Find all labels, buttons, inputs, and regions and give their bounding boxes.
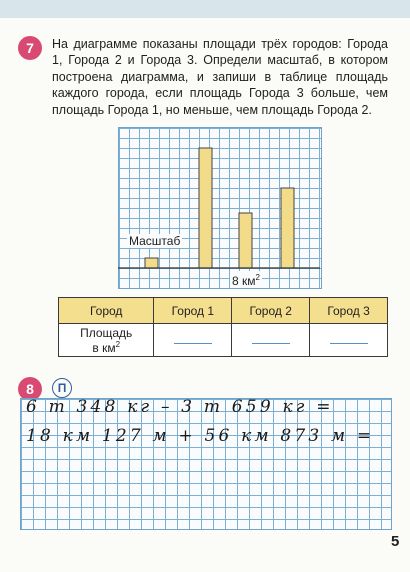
written-task-marker: П <box>52 378 72 398</box>
row-label-area: Площадь в $км^2$ <box>59 324 154 357</box>
task-number-badge: 8 <box>18 377 42 401</box>
city-bar-2 <box>239 213 252 268</box>
handwritten-expression-2: 18 км 127 м + 56 км 873 м = <box>26 426 375 446</box>
answer-cell-city-1[interactable] <box>154 324 232 357</box>
city-bar-1 <box>199 148 212 268</box>
city-bar-3 <box>281 188 294 268</box>
answer-blank[interactable] <box>330 343 368 344</box>
table-header-row <box>59 298 388 324</box>
page-number: 5 <box>391 533 400 550</box>
table-header-city-2: Город 2 <box>232 298 310 324</box>
task-number-badge: 7 <box>18 36 42 60</box>
answer-cell-city-2[interactable] <box>232 324 310 357</box>
answer-cell-city-3[interactable] <box>310 324 388 357</box>
exercise-grid <box>20 398 392 530</box>
task-7-text: На диаграмме показаны площади трёх городов: Города 1, Города 2 и Города 3. Определи масштаб, в котором построена диаграмма, и запиши в таблице площадь каждого города, если площадь Города 3 больше, чем площадь Города 1, но меньше, чем площадь Города 2. <box>52 37 388 117</box>
table-row-area <box>59 324 388 357</box>
area-bar-chart <box>118 127 322 289</box>
chart-scale-label: Масштаб <box>129 234 181 248</box>
answer-blank[interactable] <box>174 343 212 344</box>
areas-table <box>58 297 388 357</box>
chart-unit-label: 8 $км^2$ <box>232 273 260 288</box>
table-header-city-1: Город 1 <box>154 298 232 324</box>
scale-bar <box>145 258 158 268</box>
table-header-city-3: Город 3 <box>310 298 388 324</box>
answer-blank[interactable] <box>252 343 290 344</box>
page-top-band <box>0 0 410 18</box>
handwritten-expression-1: 6 т 348 кг – 3 т 659 кг = <box>26 397 334 417</box>
table-header-city: Город <box>59 298 154 324</box>
